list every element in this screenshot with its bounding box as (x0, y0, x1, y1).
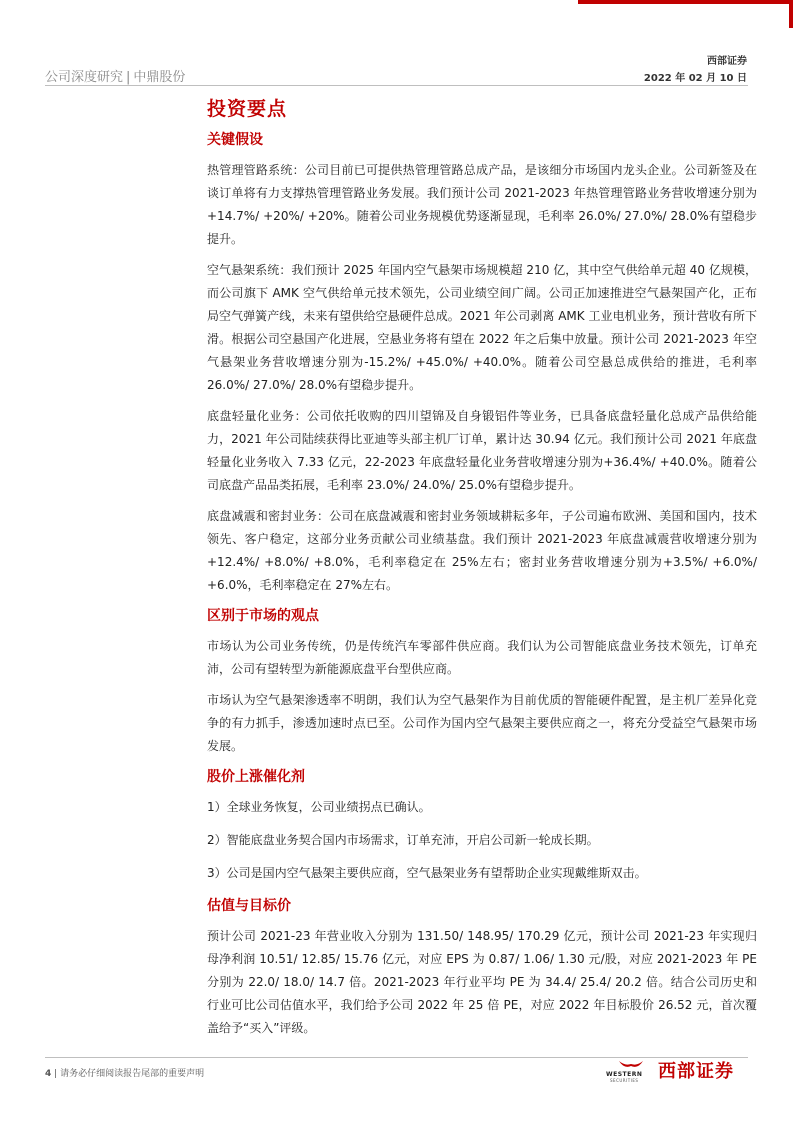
footer-separator: | (54, 1069, 58, 1079)
paragraph-valuation: 预计公司 2021-23 年营业收入分别为 131.50/ 148.95/ 170.29 亿元，预计公司 2021-23 年实现归母净利润 10.51/ 12.85/ 15.76 亿元，对应 EPS 为 0.87/ 1.06/ 1.30 元/股，对应 2021-2023 年 PE 分别为 22.0/ 18.0/ 14.7 倍。2021-2023 年行业平均 PE 为 34.4/ 25.4/ 20.2 倍。结合公司历史和行业可比公司估值水平，我们给予公司 2022 年 25 倍 PE，对应 2022 年目标股价 26.52 元，首次覆盖给予“买入”评级。 (207, 929, 757, 1035)
list-item: 1）全球业务恢复，公司业绩拐点已确认。 (207, 800, 431, 814)
report-type: 公司深度研究 (45, 70, 124, 85)
logo-english-sub: SECURITIES (610, 1078, 639, 1083)
section-heading-catalysts: 股价上涨催化剂 (207, 769, 305, 785)
list-item: 3）公司是国内空气悬架主要供应商，空气悬架业务有望帮助企业实现戴维斯双击。 (207, 866, 647, 880)
header-title (45, 66, 185, 85)
logo-mark (606, 1060, 656, 1084)
section-heading-market-view: 区别于市场的观点 (207, 608, 319, 624)
section-heading-key-assumptions: 关键假设 (207, 132, 263, 148)
logo-english: WESTERN (606, 1071, 643, 1078)
corner-accent-horizontal (578, 0, 793, 4)
header-divider (45, 85, 748, 86)
paragraph-chassis-lightweight: 底盘轻量化业务：公司依托收购的四川望锦及自身锻铝件等业务，已具备底盘轻量化总成产品供给能力，2021 年公司陆续获得比亚迪等头部主机厂订单，累计达 30.94 亿元。我们预计公司 2021 年底盘轻量化业务收入 7.33 亿元，22-2023 年底盘轻量化业务营收增速分别为+36.4%/ +40.0%。随着公司底盘产品品类拓展，毛利率 23.0%/ 24.0%/ 25.0%有望稳步提升。 (207, 409, 757, 492)
paragraph-market-view-2: 市场认为空气悬架渗透率不明朗，我们认为空气悬架作为目前优质的智能硬件配置，是主机厂差异化竞争的有力抓手，渗透加速时点已至。公司作为国内空气悬架主要供应商之一，将充分受益空气悬架市场发展。 (207, 693, 757, 753)
corner-accent-vertical (789, 0, 793, 28)
paragraph-market-view-1: 市场认为公司业务传统，仍是传统汽车零部件供应商。我们认为公司智能底盘业务技术领先，订单充沛，公司有望转型为新能源底盘平台型供应商。 (207, 639, 757, 676)
bull-horns-icon (618, 1060, 644, 1070)
header-separator: | (126, 70, 131, 85)
paragraph-air-suspension: 空气悬架系统：我们预计 2025 年国内空气悬架市场规模超 210 亿，其中空气供给单元超 40 亿规模，而公司旗下 AMK 空气供给单元技术领先，公司业绩空间广阔。公司正加速推进空气悬架国产化，正布局空气弹簧产线，未来有望供给空悬硬件总成。2021 年公司剥离 AMK 工业电机业务，预计营收有所下滑。根据公司空悬国产化进展，空悬业务将有望在 2022 年之后集中放量。预计公司 2021-2023 年空气悬架业务营收增速分别为-15.2%/ +45.0%/ +40.0%。随着公司空悬总成供给的推进，毛利率 26.0%/ 27.0%/ 28.0%有望稳步提升。 (207, 263, 757, 392)
paragraph-thermal-management: 热管理管路系统：公司目前已可提供热管理管路总成产品，是该细分市场国内龙头企业。公司新签及在谈订单将有力支撑热管理管路业务发展。我们预计公司 2021-2023 年热管理管路业务营收增速分别为+14.7%/ +20%/ +20%。随着公司业务规模优势逐渐显现，毛利率 26.0%/ 27.0%/ 28.0%有望稳步提升。 (207, 163, 757, 246)
disclaimer-text: 请务必仔细阅读报告尾部的重要声明 (60, 1069, 205, 1079)
page-number: 4 (45, 1069, 52, 1079)
logo-chinese: 西部证券 (658, 1061, 734, 1082)
footer-disclaimer (45, 1066, 204, 1079)
main-content (207, 92, 757, 1048)
footer-divider (45, 1057, 748, 1058)
paragraph-damping-sealing: 底盘减震和密封业务：公司在底盘减震和密封业务领域耕耘多年，子公司遍布欧洲、美国和国内，技术领先、客户稳定，这部分业务贡献公司业绩基盘。我们预计 2021-2023 年底盘减震营收增速分别为+12.4%/ +8.0%/ +8.0%，毛利率稳定在 25%左右；密封业务营收增速分别为+3.5%/ +6.0%/ +6.0%，毛利率稳定在 27%左右。 (207, 509, 757, 592)
section-heading-valuation: 估值与目标价 (207, 898, 291, 914)
list-item: 2）智能底盘业务契合国内市场需求，订单充沛，开启公司新一轮成长期。 (207, 833, 599, 847)
company-logo (606, 1060, 751, 1084)
report-date: 2022 年 02 月 10 日 (643, 73, 747, 84)
company-name: 中鼎股份 (133, 70, 186, 85)
page-title: 投资要点 (207, 98, 288, 120)
header-brand: 西部证券 (707, 56, 747, 67)
